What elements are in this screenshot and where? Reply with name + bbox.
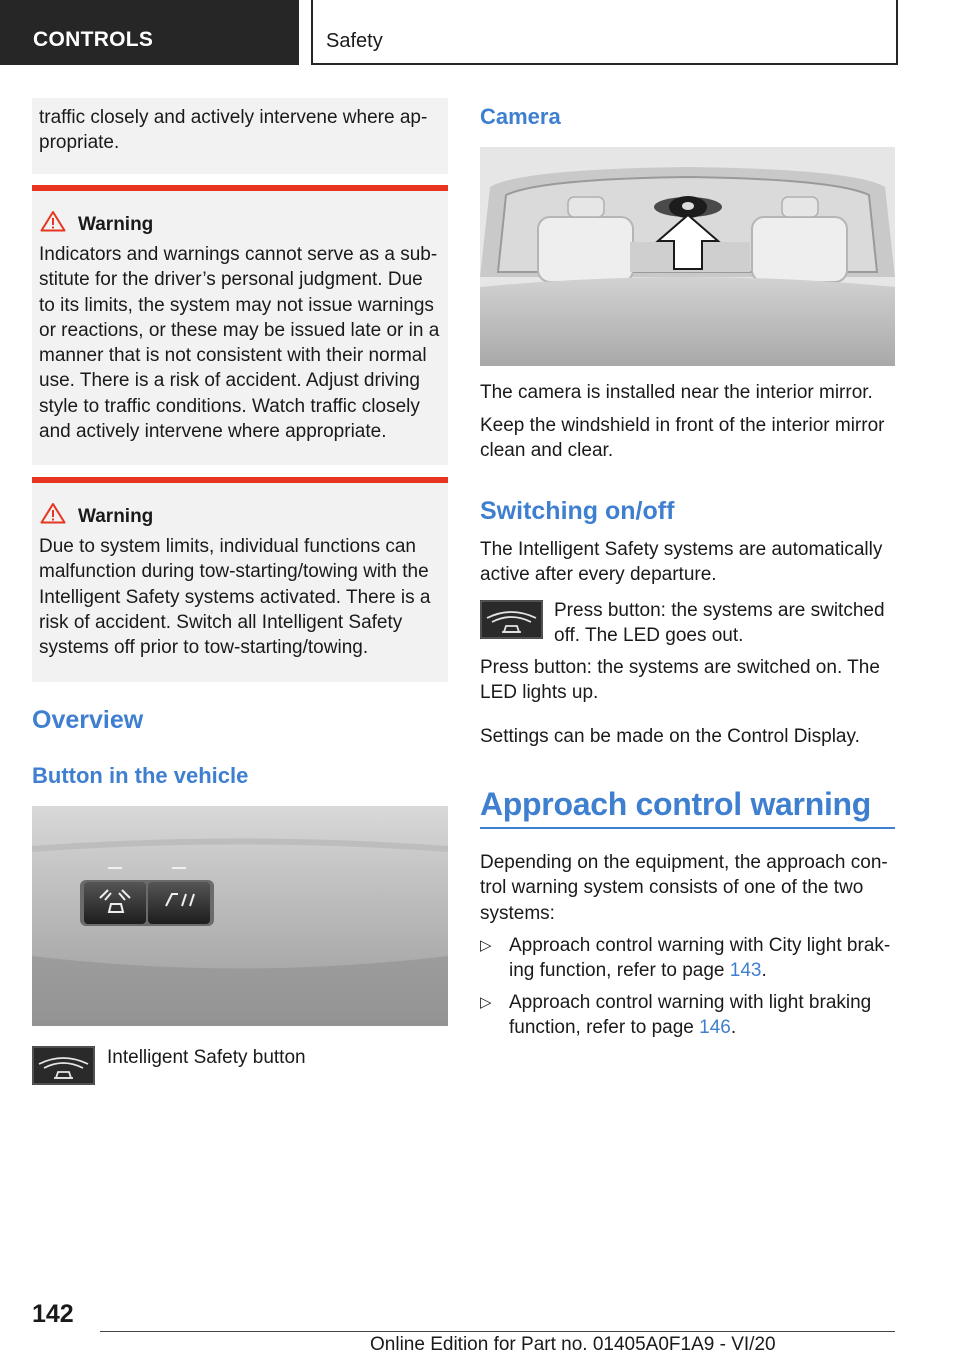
warning-bar bbox=[32, 185, 448, 191]
page-link[interactable]: 143 bbox=[729, 960, 762, 982]
switch-heading: Switching on/off bbox=[480, 497, 675, 525]
warning-triangle-icon bbox=[40, 502, 66, 524]
list-item-text: Approach control warning with light braking function, refer to page 146. bbox=[509, 992, 872, 1039]
section-tab bbox=[0, 0, 299, 65]
switch-icon-text: Press button: the systems are switched off. The LED goes out. bbox=[554, 600, 885, 647]
note-box bbox=[32, 98, 448, 174]
warning-triangle-icon bbox=[40, 210, 66, 232]
overview-heading: Overview bbox=[32, 706, 144, 734]
page-number: 142 bbox=[32, 1300, 74, 1328]
chapter-tab bbox=[311, 0, 898, 65]
switch-text-2: Press button: the systems are switched on. The LED lights up. bbox=[480, 657, 880, 704]
warning-text: Indicators and warnings cannot serve as a sub‑ stitute for the driver’s personal judgment. Due to its limits, the system may not issue warnings or reactions, or these may be issued late or in a manner that is not consistent with their normal use. There is a risk of accident. Adjust driving style to traffic conditions. Watch traffic closely and actively intervene where appropriate. bbox=[39, 244, 440, 443]
warning-box-2 bbox=[32, 477, 448, 682]
page-link[interactable]: 146 bbox=[699, 1017, 731, 1039]
approach-heading: Approach control warning bbox=[480, 786, 872, 822]
chapter-title: Safety bbox=[326, 30, 383, 52]
warning-title: Warning bbox=[78, 506, 154, 527]
footer-edition: Online Edition for Part no. 01405A0F1A9 - VI/20 bbox=[370, 1334, 776, 1355]
bullet-marker: ▷ bbox=[480, 937, 492, 954]
approach-text: Depending on the equipment, the approach con‑ trol warning system consists of one of the two systems: bbox=[480, 852, 888, 924]
list-item-text: Approach control warning with City light brak‑ ing function, refer to page 143. bbox=[509, 935, 891, 982]
camera-photo bbox=[480, 147, 895, 366]
intelligent-safety-icon bbox=[32, 1046, 95, 1085]
warning-bar bbox=[32, 477, 448, 483]
intelligent-safety-icon bbox=[480, 600, 543, 639]
bullet-marker: ▷ bbox=[480, 994, 492, 1011]
warning-title: Warning bbox=[78, 214, 154, 235]
camera-text-1: The camera is installed near the interior mirror. bbox=[480, 382, 873, 403]
note-text: traffic closely and actively intervene where ap‑ propriate. bbox=[39, 107, 428, 154]
camera-heading: Camera bbox=[480, 104, 561, 129]
warning-text: Due to system limits, individual functions can malfunction during tow‑starting/towing with the Intelligent Safety systems activated. There is a risk of accident. Switch all Intelligent Safety systems off prior to tow‑starting/towing. bbox=[39, 536, 431, 659]
button-photo bbox=[32, 806, 448, 1026]
switch-text-3: Settings can be made on the Control Display. bbox=[480, 726, 860, 747]
warning-box-1 bbox=[32, 185, 448, 465]
button-caption: Intelligent Safety button bbox=[107, 1047, 306, 1068]
heading-rule bbox=[480, 827, 895, 829]
switch-text-1: The Intelligent Safety systems are automatically active after every departure. bbox=[480, 539, 883, 586]
footer-rule bbox=[100, 1331, 895, 1332]
button-heading: Button in the vehicle bbox=[32, 763, 249, 788]
camera-text-2: Keep the windshield in front of the interior mirror clean and clear. bbox=[480, 415, 885, 462]
section-title: CONTROLS bbox=[33, 28, 154, 51]
